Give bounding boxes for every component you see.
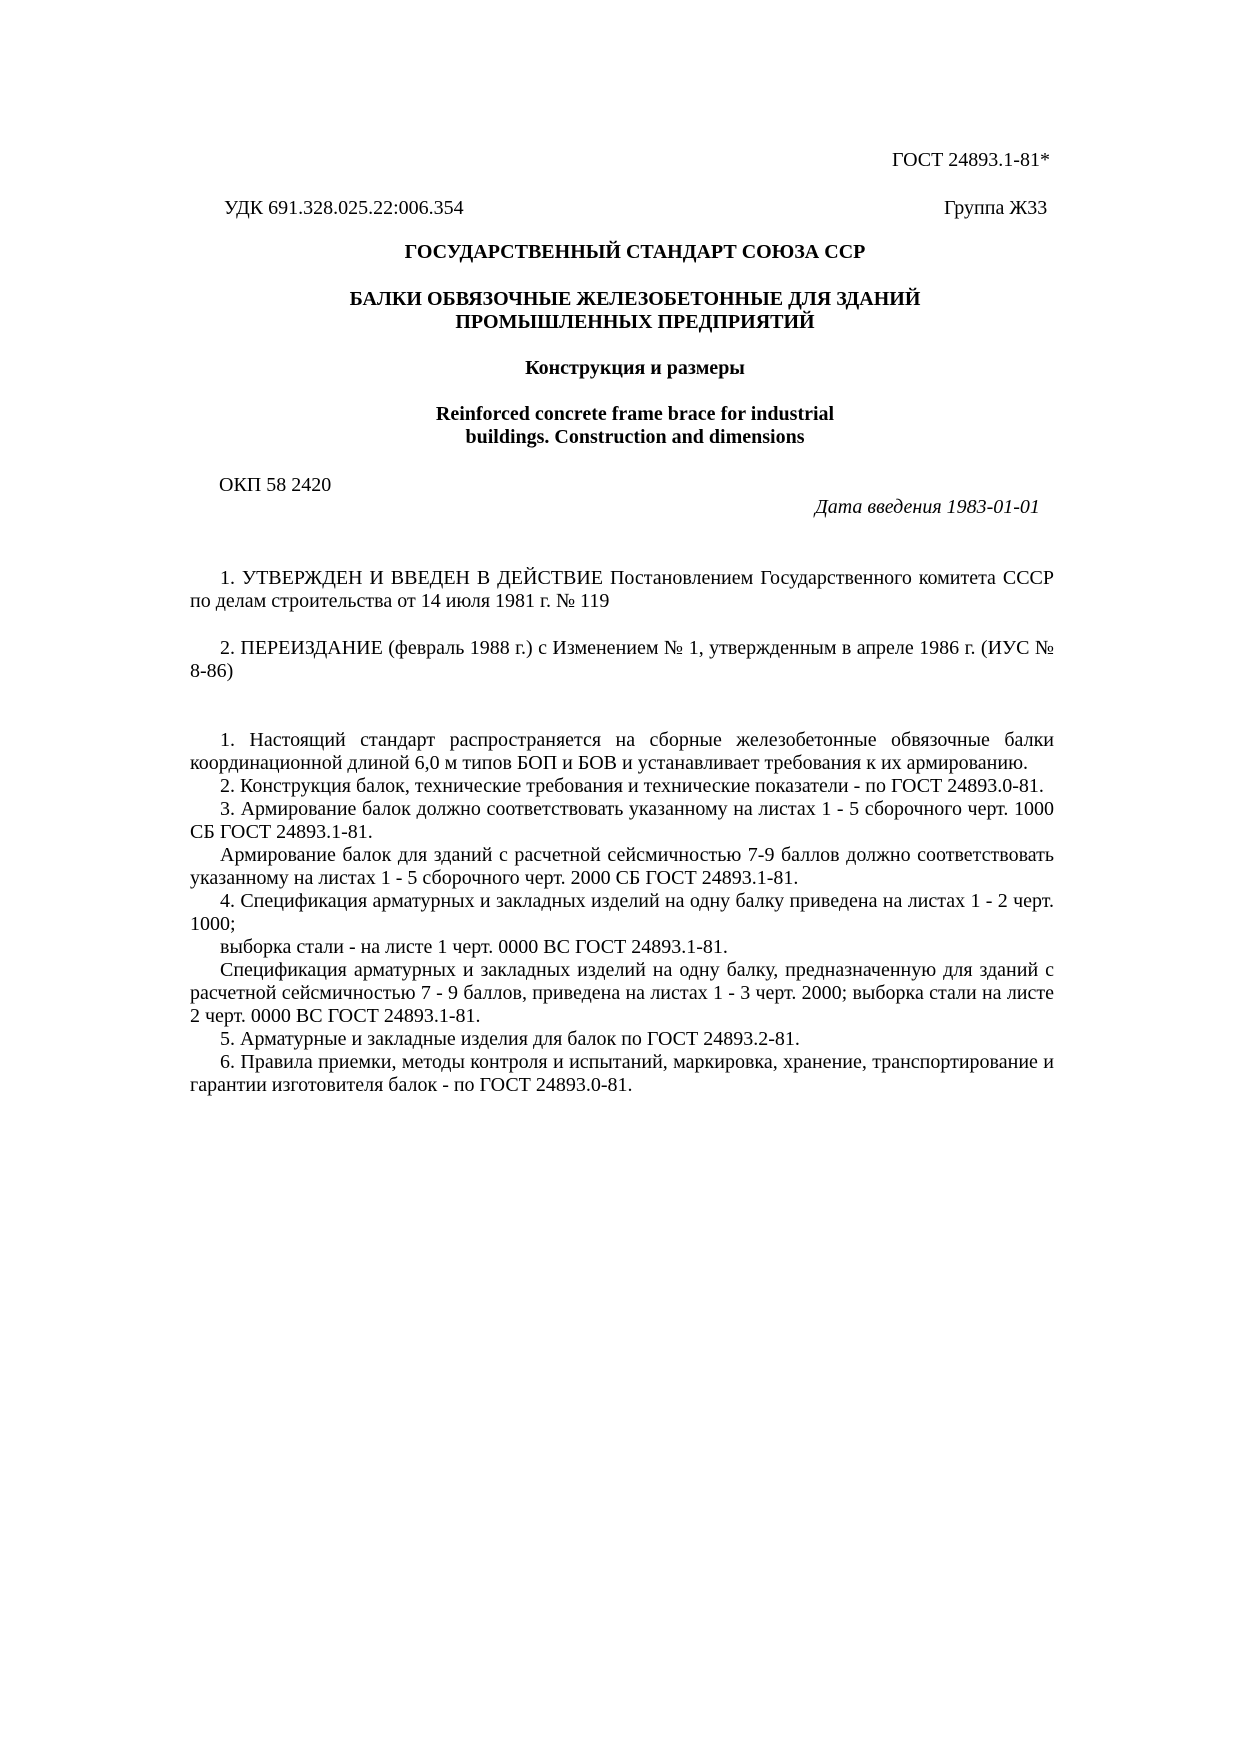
document-title-en-line2: buildings. Construction and dimensions xyxy=(465,426,805,448)
document-title-en-line1: Reinforced concrete frame brace for industrial xyxy=(435,403,835,425)
gost-number: ГОСТ 24893.1-81* xyxy=(892,149,1050,171)
document-title-ru-line1: БАЛКИ ОБВЯЗОЧНЫЕ ЖЕЛЕЗОБЕТОННЫЕ ДЛЯ ЗДАНИЙ xyxy=(349,288,921,310)
udk-code: УДК 691.328.025.22:006.354 xyxy=(224,197,464,219)
body-paragraph: Спецификация арматурных и закладных изделий на одну балку, предназначенную для зданий с расчетной сейсмичностью 7 - 9 баллов, приведена на листах 1 - 3 черт. 2000; выборка стали на листе 2 черт. 0000 ВС ГОСТ 24893.1-81. xyxy=(190,959,1054,1027)
body-paragraph: Армирование балок для зданий с расчетной сейсмичностью 7-9 баллов должно соответствовать указанному на листах 1 - 5 сборочного черт. 2000 СБ ГОСТ 24893.1-81. xyxy=(190,844,1054,889)
info-paragraph: 1. УТВЕРЖДЕН И ВВЕДЕН В ДЕЙСТВИЕ Постановлением Государственного комитета СССР по делам строительства от 14 июля 1981 г. № 119 xyxy=(190,567,1054,612)
info-section-2 xyxy=(190,637,1054,683)
document-title-ru-line2: ПРОМЫШЛЕННЫХ ПРЕДПРИЯТИЙ xyxy=(455,311,815,333)
introduction-date: Дата введения 1983-01-01 xyxy=(815,496,1040,518)
body-section xyxy=(190,729,1054,1097)
group-code: Группа Ж33 xyxy=(944,197,1048,219)
document-title-ru xyxy=(190,288,1080,334)
body-paragraph: 5. Арматурные и закладные изделия для балок по ГОСТ 24893.2-81. xyxy=(220,1028,800,1050)
body-paragraph: 6. Правила приемки, методы контроля и испытаний, маркировка, хранение, транспортирование и гарантии изготовителя балок - по ГОСТ 24893.0-81. xyxy=(190,1051,1054,1096)
info-section xyxy=(190,567,1054,613)
body-paragraph: 3. Армирование балок должно соответствовать указанному на листах 1 - 5 сборочного черт. 1000 СБ ГОСТ 24893.1-81. xyxy=(190,798,1054,843)
document-subtitle-ru: Конструкция и размеры xyxy=(525,357,745,379)
state-standard-heading: ГОСУДАРСТВЕННЫЙ СТАНДАРТ СОЮЗА ССР xyxy=(404,241,866,263)
body-paragraph: 2. Конструкция балок, технические требования и технические показатели - по ГОСТ 24893.0-81. xyxy=(220,775,1044,797)
body-paragraph: 4. Спецификация арматурных и закладных изделий на одну балку приведена на листах 1 - 2 черт. 1000; xyxy=(190,890,1054,935)
body-paragraph: 1. Настоящий стандарт распространяется на сборные железобетонные обвязочные балки координационной длиной 6,0 м типов БОП и БОВ и устанавливает требования к их армированию. xyxy=(190,729,1054,774)
info-paragraph: 2. ПЕРЕИЗДАНИЕ (февраль 1988 г.) с Изменением № 1, утвержденным в апреле 1986 г. (ИУС № 8-86) xyxy=(190,637,1054,682)
document-title-en xyxy=(190,403,1080,449)
body-paragraph: выборка стали - на листе 1 черт. 0000 ВС ГОСТ 24893.1-81. xyxy=(220,936,728,958)
okp-code: ОКП 58 2420 xyxy=(219,474,332,496)
